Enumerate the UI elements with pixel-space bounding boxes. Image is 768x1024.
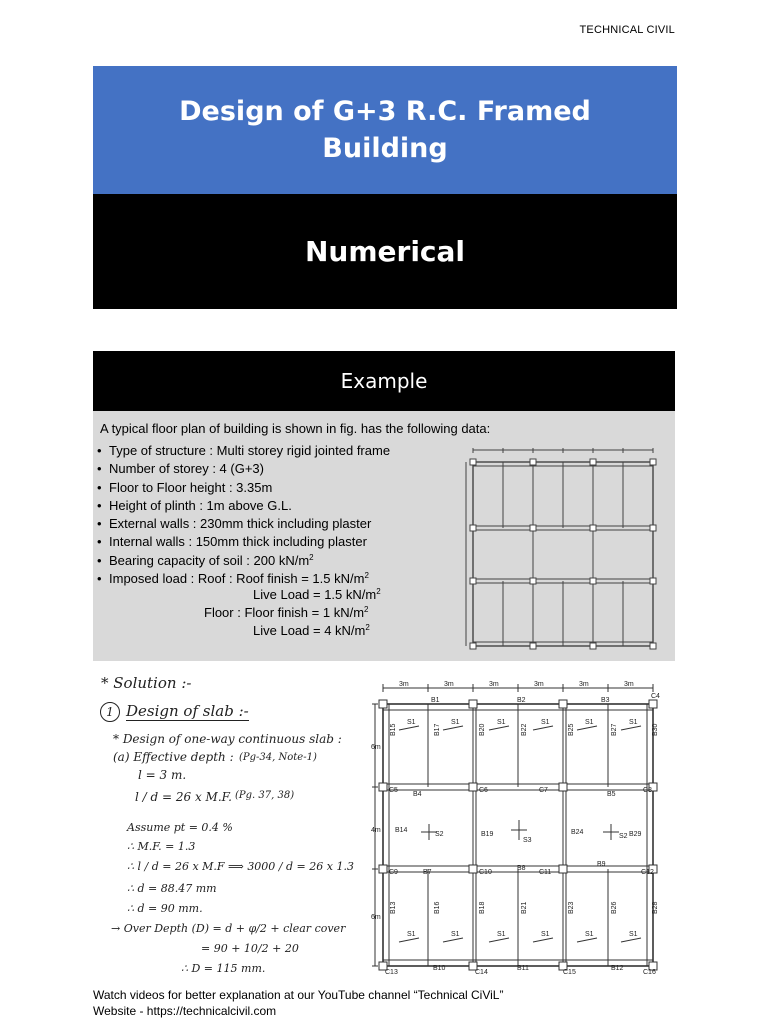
svg-text:3m: 3m	[489, 681, 499, 688]
svg-text:S1: S1	[629, 719, 638, 726]
svg-text:B28: B28	[652, 901, 659, 914]
svg-text:C11: C11	[539, 869, 552, 876]
svg-text:3m: 3m	[579, 681, 589, 688]
svg-text:C9: C9	[389, 869, 398, 876]
list-item: • Type of structure : Multi storey rigid jointed frame	[97, 443, 391, 458]
title-banner	[93, 66, 677, 194]
svg-text:S1: S1	[585, 719, 594, 726]
svg-text:C12: C12	[641, 869, 654, 876]
svg-text:B2: B2	[517, 697, 526, 704]
solution-heading: * Solution :-	[101, 674, 192, 692]
svg-text:B16: B16	[434, 901, 441, 914]
svg-text:B1: B1	[431, 697, 440, 704]
svg-text:S1: S1	[541, 719, 550, 726]
svg-text:B5: B5	[607, 791, 616, 798]
svg-text:S1: S1	[585, 931, 594, 938]
list-item: • Bearing capacity of soil : 200 $kN/m^2$	[97, 552, 314, 568]
solution-notes	[93, 668, 365, 980]
svg-text:3m: 3m	[624, 681, 634, 688]
svg-text:S1: S1	[407, 931, 416, 938]
svg-text:B15: B15	[390, 723, 397, 736]
svg-text:B8: B8	[517, 865, 526, 872]
svg-text:B30: B30	[652, 723, 659, 736]
step-number: 1	[100, 702, 120, 722]
note-line: ∴ l / d = 26 x M.F ⟹ 3000 / d = 26 x 1.3	[127, 860, 354, 873]
list-item: • External walls : 230mm thick including plaster	[97, 516, 372, 532]
svg-text:B23: B23	[568, 901, 575, 914]
svg-text:S1: S1	[407, 719, 416, 726]
svg-text:S1: S1	[497, 719, 506, 726]
list-item: • Number of storey : 4 (G+3)	[97, 461, 264, 477]
svg-text:B10: B10	[433, 965, 446, 972]
page-title: Design of G+3 R.C. Framed Building	[179, 96, 591, 164]
svg-text:B9: B9	[597, 861, 606, 868]
svg-text:C4: C4	[651, 693, 660, 700]
svg-text:S1: S1	[451, 931, 460, 938]
svg-text:C8: C8	[643, 787, 652, 794]
svg-text:C7: C7	[539, 787, 548, 794]
svg-text:3m: 3m	[399, 681, 409, 688]
list-item: • Internal walls : 150mm thick including plaster	[97, 534, 367, 550]
svg-text:B29: B29	[629, 831, 642, 838]
svg-text:4m: 4m	[371, 827, 381, 834]
svg-text:3m: 3m	[534, 681, 544, 688]
svg-text:C14: C14	[475, 969, 488, 974]
svg-text:S3: S3	[523, 837, 532, 844]
numerical-heading: Numerical	[304, 235, 466, 268]
svg-text:B4: B4	[413, 791, 422, 798]
floor-finish: Floor : Floor finish = 1 $kN/m^2$	[204, 605, 369, 620]
svg-text:C10: C10	[479, 869, 492, 876]
note-line: → Over Depth (D) = d + φ/2 + clear cover	[111, 922, 346, 935]
roof-live-load: Live Load = 1.5 $kN/m^2$	[253, 587, 381, 602]
svg-text:B17: B17	[434, 723, 441, 736]
svg-text:3m: 3m	[444, 681, 454, 688]
note-line: ∴ d = 90 mm.	[127, 902, 203, 915]
svg-text:S2: S2	[435, 831, 444, 838]
note-line: (a) Effective depth :	[113, 750, 234, 764]
note-line: = 90 + 10/2 + 20	[201, 942, 299, 955]
svg-text:B24: B24	[571, 829, 584, 836]
header-label: TECHNICAL CIVIL	[579, 24, 675, 36]
note-line: Assume pt = 0.4 %	[127, 821, 233, 834]
svg-text:S1: S1	[497, 931, 506, 938]
list-item: • Height of plinth : 1m above G.L.	[97, 497, 292, 513]
footer-website-line[interactable]: Website - https://technicalcivil.com	[93, 1004, 277, 1018]
floor-plan-small	[463, 446, 663, 654]
svg-text:B13: B13	[390, 901, 397, 914]
svg-text:S1: S1	[541, 931, 550, 938]
svg-text:B20: B20	[479, 723, 486, 736]
note-line: l / d = 26 x M.F.	[135, 790, 232, 804]
svg-text:B26: B26	[611, 901, 618, 914]
svg-text:B25: B25	[568, 723, 575, 736]
svg-text:B3: B3	[601, 697, 610, 704]
svg-text:6m: 6m	[371, 744, 381, 751]
svg-text:B27: B27	[611, 723, 618, 736]
list-item: • Floor to Floor height : 3.35m	[97, 479, 273, 495]
note-ref: (Pg-34, Note-1)	[239, 752, 317, 763]
data-list	[97, 442, 390, 588]
note-line: ∴ d = 88.47 mm	[127, 882, 217, 895]
svg-text:B11: B11	[517, 965, 529, 972]
svg-text:B7: B7	[423, 869, 432, 876]
example-header	[93, 351, 675, 411]
list-item: • Imposed load : Roof : Roof finish = 1.5 $kN/m^2$	[97, 571, 369, 587]
footer-youtube-line: Watch videos for better explanation at our YouTube channel “Technical CiViL”	[93, 988, 504, 1002]
note-line: l = 3 m.	[138, 768, 187, 782]
svg-text:S1: S1	[629, 931, 638, 938]
note-line: ∴ D = 115 mm.	[181, 962, 266, 975]
svg-text:C15: C15	[563, 969, 576, 974]
note-line: ∴ M.F. = 1.3	[127, 840, 196, 853]
svg-text:B18: B18	[479, 901, 486, 914]
floor-live-load: Live Load = 4 $kN/m^2$	[253, 623, 370, 638]
svg-text:B22: B22	[521, 723, 528, 736]
numerical-banner	[93, 194, 677, 309]
svg-text:B19: B19	[481, 831, 494, 838]
svg-text:S1: S1	[451, 719, 460, 726]
example-heading: Example	[340, 369, 428, 393]
note-line: * Design of one-way continuous slab :	[113, 732, 342, 746]
floor-plan-large	[371, 674, 661, 974]
example-intro: A typical floor plan of building is shown in fig. has the following data:	[100, 421, 491, 436]
svg-text:6m: 6m	[371, 914, 381, 921]
svg-text:B14: B14	[395, 827, 408, 834]
step-heading: Design of slab :-	[126, 702, 249, 720]
svg-text:C6: C6	[479, 787, 488, 794]
note-ref: (Pg. 37, 38)	[235, 790, 295, 801]
svg-text:B21: B21	[521, 901, 528, 914]
svg-text:S2: S2	[619, 833, 628, 840]
svg-text:C16: C16	[643, 969, 656, 974]
svg-text:B12: B12	[611, 965, 624, 972]
svg-text:C5: C5	[389, 787, 398, 794]
svg-text:C13: C13	[385, 969, 398, 974]
